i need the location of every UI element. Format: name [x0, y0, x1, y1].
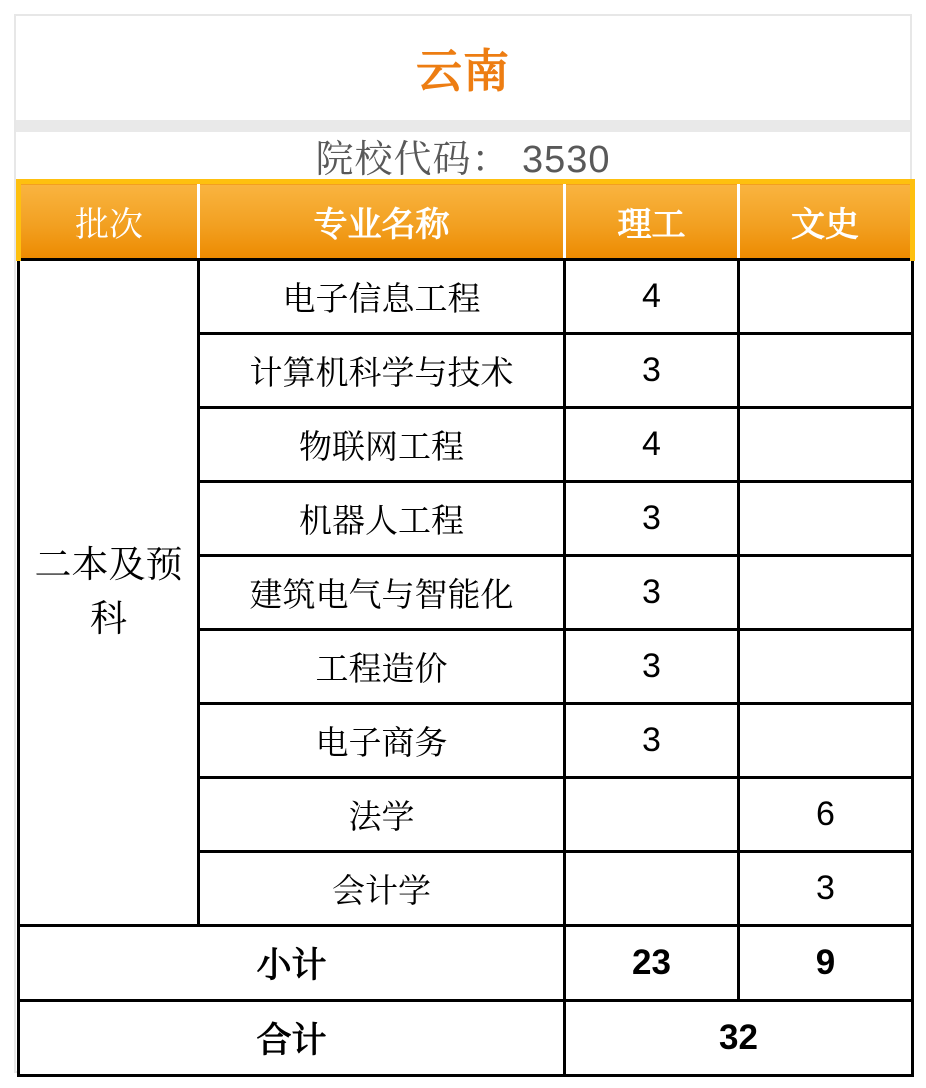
header-row — [19, 182, 913, 260]
sci-cell — [565, 778, 739, 852]
major-cell: 建筑电气与智能化 — [199, 556, 565, 630]
lib-cell — [739, 630, 913, 704]
lib-cell — [739, 408, 913, 482]
code-row — [16, 132, 910, 179]
header-major: 专业名称 — [199, 182, 565, 260]
subtotal-lib: 9 — [739, 926, 913, 1001]
sci-cell: 3 — [565, 334, 739, 408]
batch-group-cell — [19, 260, 199, 926]
lib-cell — [739, 556, 913, 630]
sci-cell: 3 — [565, 556, 739, 630]
subtotal-row — [19, 926, 913, 1001]
lib-cell: 6 — [739, 778, 913, 852]
major-cell: 物联网工程 — [199, 408, 565, 482]
lib-cell — [739, 482, 913, 556]
header-lib: 文史 — [739, 182, 913, 260]
sci-cell — [565, 852, 739, 926]
major-cell: 法学 — [199, 778, 565, 852]
total-label: 合计 — [19, 1001, 565, 1076]
major-cell: 工程造价 — [199, 630, 565, 704]
content-card — [14, 14, 912, 1073]
sci-cell: 3 — [565, 482, 739, 556]
school-code: 院校代码： 3530 — [315, 139, 611, 181]
lib-cell — [739, 260, 913, 334]
major-cell: 电子商务 — [199, 704, 565, 778]
batch-group-label: 二本及预科 — [34, 544, 183, 640]
major-cell: 计算机科学与技术 — [199, 334, 565, 408]
sci-cell: 3 — [565, 630, 739, 704]
lib-cell: 3 — [739, 852, 913, 926]
header-sci: 理工 — [565, 182, 739, 260]
admission-plan-table — [16, 179, 915, 1077]
page-title: 云南 — [416, 45, 510, 97]
sci-cell: 3 — [565, 704, 739, 778]
major-cell: 电子信息工程 — [199, 260, 565, 334]
major-cell: 会计学 — [199, 852, 565, 926]
total-row — [19, 1001, 913, 1076]
total-value: 32 — [565, 1001, 913, 1076]
lib-cell — [739, 704, 913, 778]
sci-cell: 4 — [565, 408, 739, 482]
header-batch: 批次 — [19, 182, 199, 260]
major-cell: 机器人工程 — [199, 482, 565, 556]
subtotal-sci: 23 — [565, 926, 739, 1001]
lib-cell — [739, 334, 913, 408]
title-block — [16, 16, 910, 120]
sci-cell: 4 — [565, 260, 739, 334]
subtotal-label: 小计 — [19, 926, 565, 1001]
table-row — [19, 260, 913, 334]
